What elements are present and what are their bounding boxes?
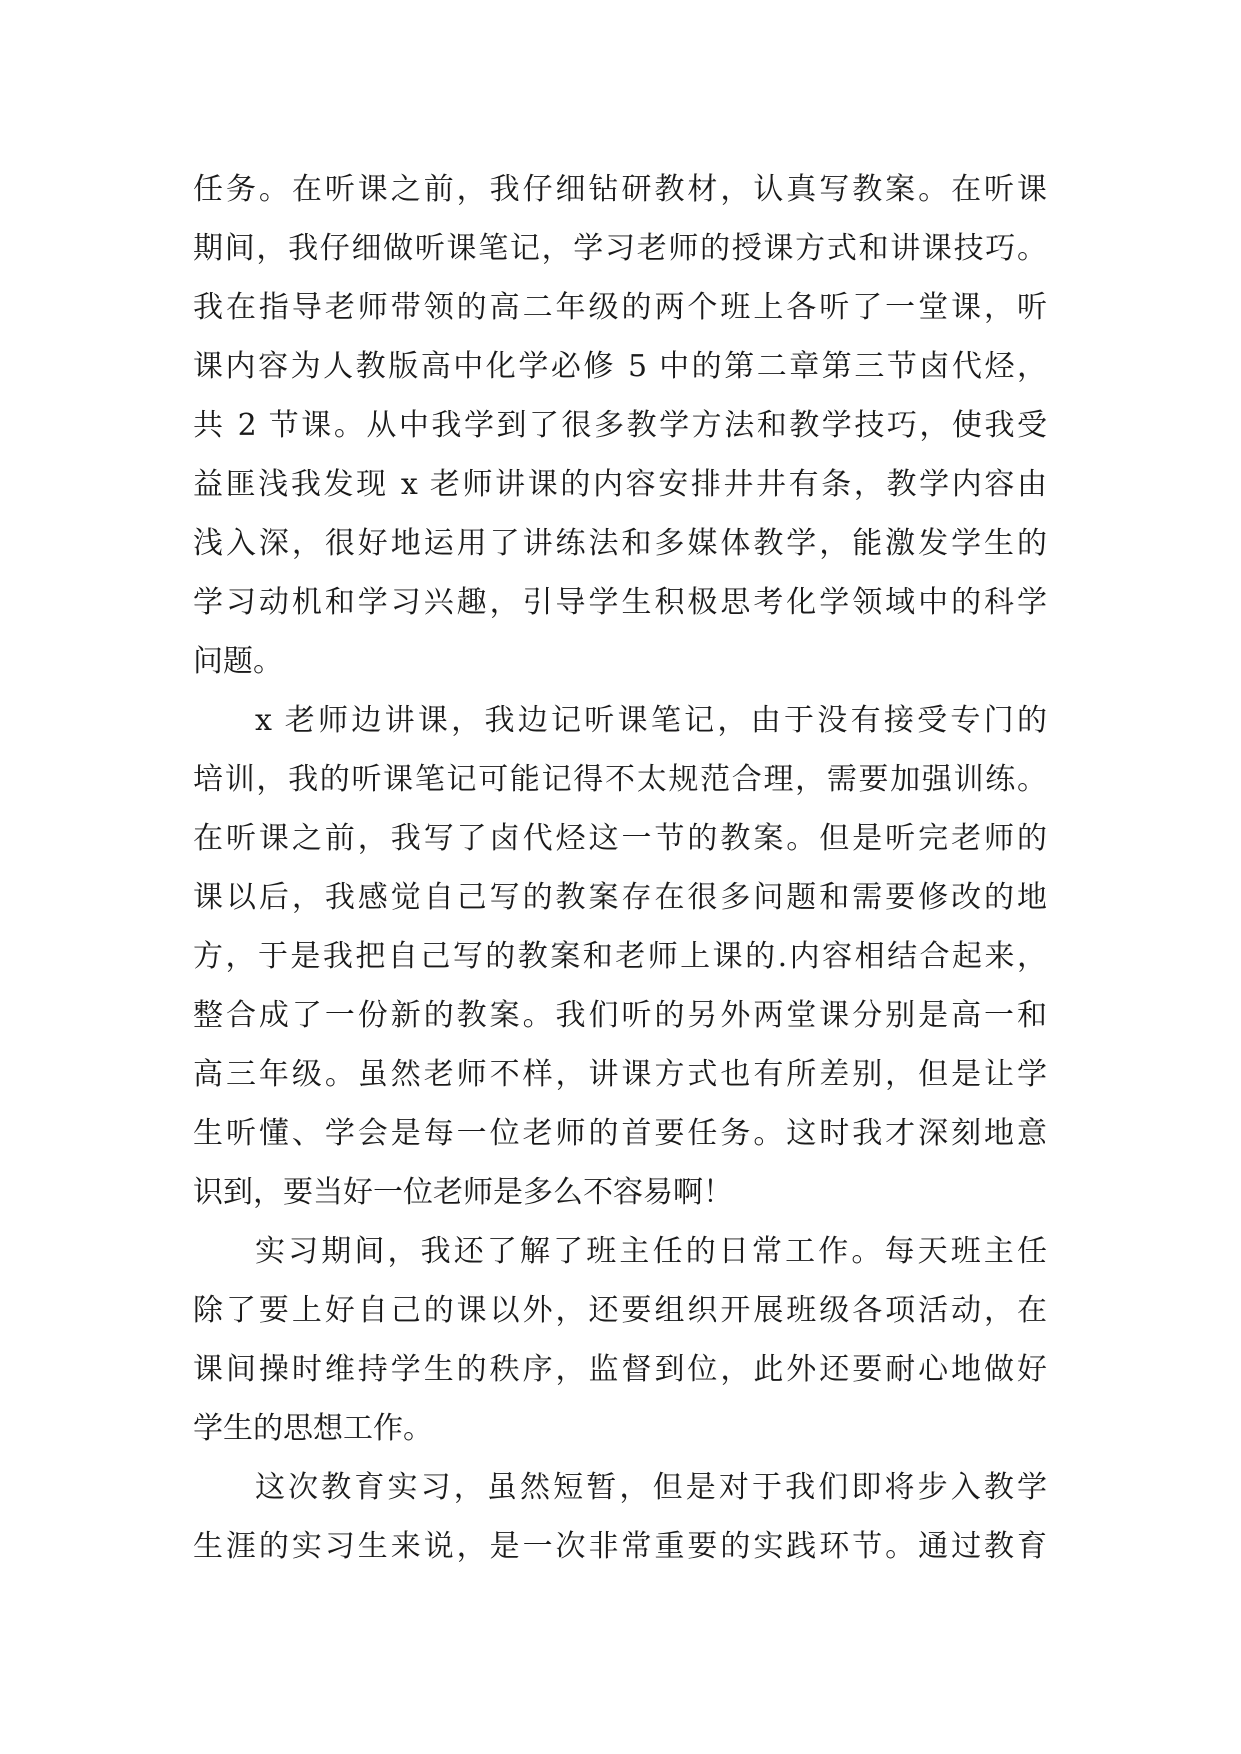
text-line: 课间操时维持学生的秩序，监督到位，此外还要耐心地做好 (193, 1352, 1047, 1387)
text-line: 方，于是我把自己写的教案和老师上课的.内容相结合起来， (193, 939, 1047, 974)
text-line: 课以后，我感觉自己写的教案存在很多问题和需要修改的地 (193, 880, 1047, 915)
text-line: 实习期间，我还了解了班主任的日常工作。每天班主任 (255, 1234, 1047, 1269)
text-line: 培训，我的听课笔记可能记得不太规范合理，需要加强训练。 (193, 762, 1047, 797)
text-line: 期间，我仔细做听课笔记，学习老师的授课方式和讲课技巧。 (193, 231, 1047, 266)
text-line: 整合成了一份新的教案。我们听的另外两堂课分别是高一和 (193, 998, 1047, 1033)
text-line: x 老师边讲课，我边记听课笔记，由于没有接受专门的 (255, 703, 1047, 738)
body-text (193, 160, 1047, 1576)
text-line: 学习动机和学习兴趣，引导学生积极思考化学领域中的科学 (193, 585, 1047, 620)
text-line: 这次教育实习，虽然短暂，但是对于我们即将步入教学 (255, 1470, 1047, 1505)
text-line: 共 2 节课。从中我学到了很多教学方法和教学技巧，使我受 (193, 408, 1047, 443)
paragraph (193, 160, 1047, 691)
text-line: 除了要上好自己的课以外，还要组织开展班级各项活动，在 (193, 1293, 1047, 1328)
text-line: 浅入深，很好地运用了讲练法和多媒体教学，能激发学生的 (193, 526, 1047, 561)
text-line: 问题。 (193, 644, 283, 679)
text-line: 在听课之前，我写了卤代烃这一节的教案。但是听完老师的 (193, 821, 1047, 856)
paragraph (193, 1458, 1047, 1576)
text-line: 高三年级。虽然老师不样，讲课方式也有所差别，但是让学 (193, 1057, 1047, 1092)
paragraph (193, 691, 1047, 1222)
text-line: 益匪浅我发现 x 老师讲课的内容安排井井有条，教学内容由 (193, 467, 1047, 502)
text-line: 识到，要当好一位老师是多么不容易啊！ (193, 1175, 733, 1210)
text-line: 生涯的实习生来说，是一次非常重要的实践环节。通过教育 (193, 1529, 1047, 1564)
text-line: 任务。在听课之前，我仔细钻研教材，认真写教案。在听课 (193, 172, 1047, 207)
text-line: 学生的思想工作。 (193, 1411, 433, 1446)
text-line: 课内容为人教版高中化学必修 5 中的第二章第三节卤代烃， (193, 349, 1047, 384)
text-line: 我在指导老师带领的高二年级的两个班上各听了一堂课，听 (193, 290, 1047, 325)
text-line: 生听懂、学会是每一位老师的首要任务。这时我才深刻地意 (193, 1116, 1047, 1151)
paragraph (193, 1222, 1047, 1458)
